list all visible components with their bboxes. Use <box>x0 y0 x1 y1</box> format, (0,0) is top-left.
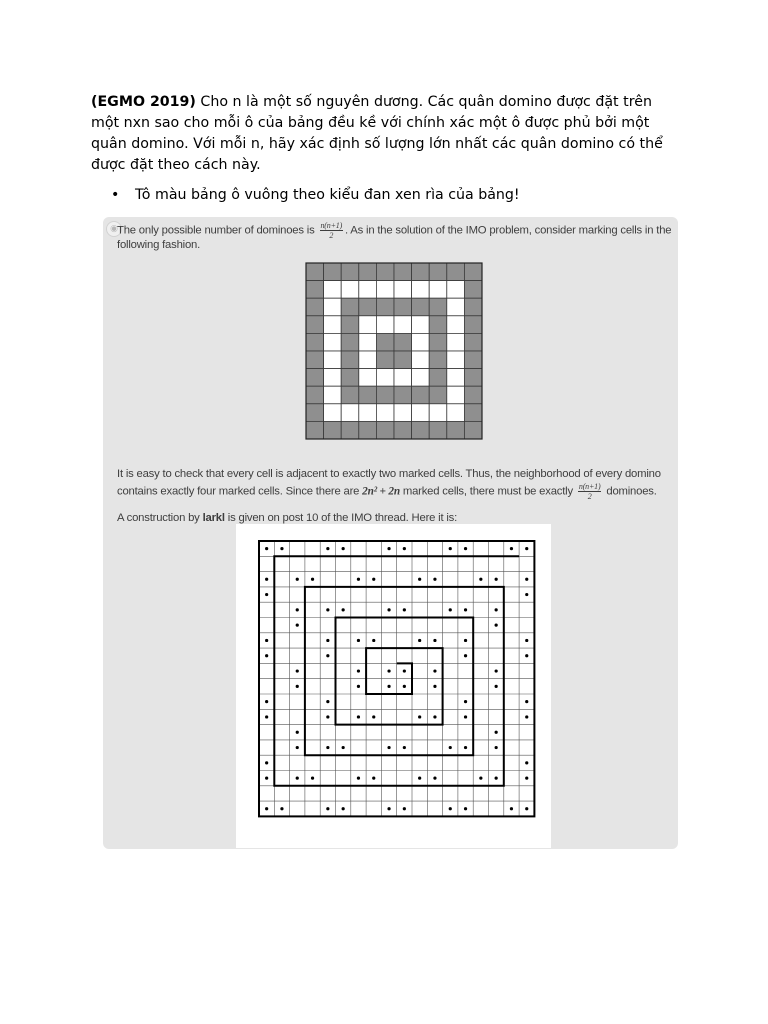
marked-dot <box>326 700 329 703</box>
marked-dot <box>525 700 528 703</box>
marked-dot <box>418 639 421 642</box>
marked-dot <box>418 715 421 718</box>
grid-cell <box>429 333 447 351</box>
grid-cell <box>306 263 324 281</box>
marked-dot <box>296 777 299 780</box>
marked-dot <box>510 807 513 810</box>
eye-icon: ◉ <box>106 221 122 237</box>
marked-dot <box>433 669 436 672</box>
marked-dot <box>357 715 360 718</box>
marked-dot <box>403 746 406 749</box>
grid-cell <box>447 281 465 299</box>
marked-dot <box>342 547 345 550</box>
marked-dot <box>433 639 436 642</box>
marked-dot <box>296 608 299 611</box>
marked-dot <box>296 685 299 688</box>
marked-dot <box>464 700 467 703</box>
marked-dot <box>464 807 467 810</box>
marked-dot <box>326 608 329 611</box>
marked-dot <box>265 715 268 718</box>
marked-dot <box>525 777 528 780</box>
marked-dot <box>464 639 467 642</box>
grid-cell <box>341 281 359 299</box>
marked-dot <box>525 578 528 581</box>
solution-paragraph-1: The only possible number of dominoes is $\frac{n(n+1)}{2}$ . As in the solution of the IMO problem, consider marking cells in the <box>117 221 672 240</box>
marked-dot <box>449 547 452 550</box>
marked-dot <box>525 807 528 810</box>
marked-dot <box>265 807 268 810</box>
grid-cell <box>359 298 377 316</box>
grid-cell <box>464 404 482 422</box>
grid-cell <box>394 281 412 299</box>
marked-dot <box>372 777 375 780</box>
grid-cell <box>429 369 447 387</box>
marked-dot <box>387 608 390 611</box>
marked-dot <box>495 746 498 749</box>
hint-item <box>111 185 520 206</box>
grid-cell <box>324 316 342 334</box>
grid-cell <box>412 369 430 387</box>
grid-cell <box>324 333 342 351</box>
grid-cell <box>412 386 430 404</box>
grid-cell <box>394 421 412 439</box>
grid-cell <box>447 421 465 439</box>
marked-dot <box>403 669 406 672</box>
grid-cell <box>412 281 430 299</box>
grid-cell <box>341 298 359 316</box>
marked-dot <box>387 685 390 688</box>
marked-dot <box>464 746 467 749</box>
grid-cell <box>464 316 482 334</box>
marked-dot <box>418 578 421 581</box>
grid-cell <box>394 316 412 334</box>
grid-cell <box>341 404 359 422</box>
marked-dot <box>265 547 268 550</box>
grid-cell <box>464 333 482 351</box>
grid-cell <box>359 404 377 422</box>
marked-dot <box>464 608 467 611</box>
marked-dot <box>326 547 329 550</box>
grid-cell <box>306 298 324 316</box>
marked-dot <box>525 547 528 550</box>
marked-dot <box>265 593 268 596</box>
marked-dot <box>449 807 452 810</box>
grid-cell <box>429 351 447 369</box>
marked-dot <box>433 715 436 718</box>
grid-cell <box>412 351 430 369</box>
grid-cell <box>394 404 412 422</box>
fraction-n-n-plus-1-over-2: $\frac{n(n+1)}{2}$ <box>320 221 343 240</box>
grid-cell <box>464 369 482 387</box>
marked-dot <box>525 715 528 718</box>
problem-text: Cho n là một số nguyên dương. Các quân domino được đặt trên một nxn sao cho mỗi ô của bảng đều kề với chính xác một ô được phủ bởi một quân domino. Với mỗi n, hãy xác định số lượng lớn nhất các quân domino có thể được đặt theo cách này. <box>91 94 663 173</box>
grid-cell <box>464 263 482 281</box>
marked-dot <box>433 685 436 688</box>
marked-dot <box>510 547 513 550</box>
marked-dot <box>403 685 406 688</box>
problem-source: (EGMO 2019) <box>91 94 196 110</box>
marked-dot <box>464 547 467 550</box>
marked-dot <box>495 578 498 581</box>
grid-cell <box>306 386 324 404</box>
marked-dot <box>265 700 268 703</box>
grid-cell <box>341 421 359 439</box>
grid-cell <box>447 333 465 351</box>
marked-dot <box>280 807 283 810</box>
marked-dot <box>265 578 268 581</box>
marked-dot <box>326 654 329 657</box>
marked-dot <box>418 777 421 780</box>
grid-cell <box>429 263 447 281</box>
grid-cell <box>376 351 394 369</box>
grid-cell <box>376 281 394 299</box>
marked-dot <box>403 547 406 550</box>
marked-dot <box>387 669 390 672</box>
marked-dot <box>342 807 345 810</box>
marked-dot <box>296 624 299 627</box>
marked-dot <box>449 608 452 611</box>
grid-cell <box>306 369 324 387</box>
marked-dot <box>495 685 498 688</box>
grid-cell <box>447 404 465 422</box>
grid-cell <box>429 281 447 299</box>
grid-cell <box>464 386 482 404</box>
marked-dot <box>357 639 360 642</box>
grid-cell <box>359 281 377 299</box>
grid-cell <box>447 351 465 369</box>
marked-dot <box>357 669 360 672</box>
grid-cell <box>359 333 377 351</box>
marked-dot <box>265 639 268 642</box>
marked-dot <box>342 746 345 749</box>
grid-cell <box>394 369 412 387</box>
marked-cells-grid-figure <box>305 262 483 442</box>
grid-cell <box>447 316 465 334</box>
marked-dot <box>357 685 360 688</box>
grid-cell <box>324 298 342 316</box>
marked-dot <box>280 547 283 550</box>
grid-cell <box>359 263 377 281</box>
marked-dot <box>296 669 299 672</box>
marked-dot <box>372 578 375 581</box>
marked-dot <box>311 777 314 780</box>
grid-cell <box>376 404 394 422</box>
grid-cell <box>376 421 394 439</box>
marked-dot <box>479 777 482 780</box>
marked-dot <box>495 624 498 627</box>
grid-cell <box>394 351 412 369</box>
grid-cell <box>376 386 394 404</box>
grid-cell <box>324 369 342 387</box>
marked-dot <box>326 639 329 642</box>
grid-cell <box>394 333 412 351</box>
math-2n2-plus-2n: 2n² + 2n <box>362 485 400 498</box>
marked-dot <box>387 746 390 749</box>
grid-cell <box>412 404 430 422</box>
grid-cell <box>429 298 447 316</box>
grid-cell <box>464 281 482 299</box>
grid-cell <box>376 298 394 316</box>
marked-dot <box>342 608 345 611</box>
username-link[interactable]: larkl <box>202 512 225 524</box>
grid-cell <box>306 351 324 369</box>
marked-dot <box>495 669 498 672</box>
grid-cell <box>394 263 412 281</box>
marked-dot <box>525 761 528 764</box>
grid-cell <box>447 369 465 387</box>
grid-cell <box>412 421 430 439</box>
marked-dot <box>372 715 375 718</box>
marked-dot <box>372 639 375 642</box>
grid-cell <box>306 316 324 334</box>
grid-cell <box>429 316 447 334</box>
marked-dot <box>479 578 482 581</box>
grid-cell <box>341 333 359 351</box>
solution-paragraph-2-line-2: contains exactly four marked cells. Since there are 2n² + 2n marked cells, there must be exactly $\frac{n(n+1)}{2}$ dominoes. <box>117 482 657 501</box>
grid-cell <box>376 263 394 281</box>
grid-cell <box>341 386 359 404</box>
marked-dot <box>403 807 406 810</box>
grid-cell <box>306 333 324 351</box>
marked-dot <box>495 731 498 734</box>
grid-cell <box>412 333 430 351</box>
marked-dot <box>296 746 299 749</box>
grid-cell <box>306 421 324 439</box>
grid-cell <box>464 351 482 369</box>
grid-cell <box>376 316 394 334</box>
grid-cell <box>324 404 342 422</box>
grid-cell <box>324 263 342 281</box>
grid-cell <box>464 298 482 316</box>
marked-dot <box>495 608 498 611</box>
grid-cell <box>359 386 377 404</box>
problem-statement <box>91 92 681 176</box>
grid-cell <box>306 281 324 299</box>
marked-dot <box>387 547 390 550</box>
grid-cell <box>324 281 342 299</box>
grid-cell <box>376 333 394 351</box>
grid-cell <box>359 351 377 369</box>
solution-paragraph-2: It is easy to check that every cell is adjacent to exactly two marked cells. Thus, the neighborhood of every domino <box>117 468 661 480</box>
grid-cell <box>341 316 359 334</box>
grid-cell <box>376 369 394 387</box>
grid-cell <box>341 351 359 369</box>
hint-text: Tô màu bảng ô vuông theo kiểu đan xen rìa của bảng! <box>135 187 520 203</box>
grid-cell <box>306 404 324 422</box>
grid-cell <box>324 351 342 369</box>
grid-cell <box>429 386 447 404</box>
grid-cell <box>394 386 412 404</box>
solution-paragraph-3: A construction by larkl is given on post 10 of the IMO thread. Here it is: <box>117 512 458 524</box>
grid-cell <box>447 298 465 316</box>
marked-dot <box>311 578 314 581</box>
grid-cell <box>359 421 377 439</box>
grid-cell <box>359 316 377 334</box>
marked-dot <box>387 807 390 810</box>
grid-cell <box>359 369 377 387</box>
marked-dot <box>525 639 528 642</box>
grid-cell <box>429 404 447 422</box>
fraction-n-n-plus-1-over-2: $\frac{n(n+1)}{2}$ <box>578 482 601 501</box>
bullet-icon: • <box>111 187 120 203</box>
solution-paragraph-1-line-2: following fashion. <box>117 239 201 251</box>
marked-dot <box>296 578 299 581</box>
marked-dot <box>265 654 268 657</box>
marked-dot <box>296 731 299 734</box>
marked-dot <box>433 777 436 780</box>
marked-dot <box>357 578 360 581</box>
marked-dot <box>433 578 436 581</box>
marked-dot <box>326 807 329 810</box>
marked-dot <box>525 593 528 596</box>
domino-construction-figure <box>236 524 551 848</box>
grid-cell <box>464 421 482 439</box>
grid-cell <box>412 263 430 281</box>
grid-cell <box>447 386 465 404</box>
marked-dot <box>525 654 528 657</box>
grid-cell <box>324 421 342 439</box>
grid-cell <box>394 298 412 316</box>
marked-dot <box>464 654 467 657</box>
marked-dot <box>265 777 268 780</box>
marked-dot <box>326 715 329 718</box>
marked-dot <box>403 608 406 611</box>
marked-dot <box>265 761 268 764</box>
grid-cell <box>412 316 430 334</box>
grid-cell <box>341 369 359 387</box>
marked-dot <box>449 746 452 749</box>
grid-cell <box>324 386 342 404</box>
marked-dot <box>464 715 467 718</box>
grid-cell <box>447 263 465 281</box>
grid-cell <box>412 298 430 316</box>
marked-dot <box>495 777 498 780</box>
marked-dot <box>326 746 329 749</box>
grid-cell <box>429 421 447 439</box>
marked-dot <box>357 777 360 780</box>
grid-cell <box>341 263 359 281</box>
